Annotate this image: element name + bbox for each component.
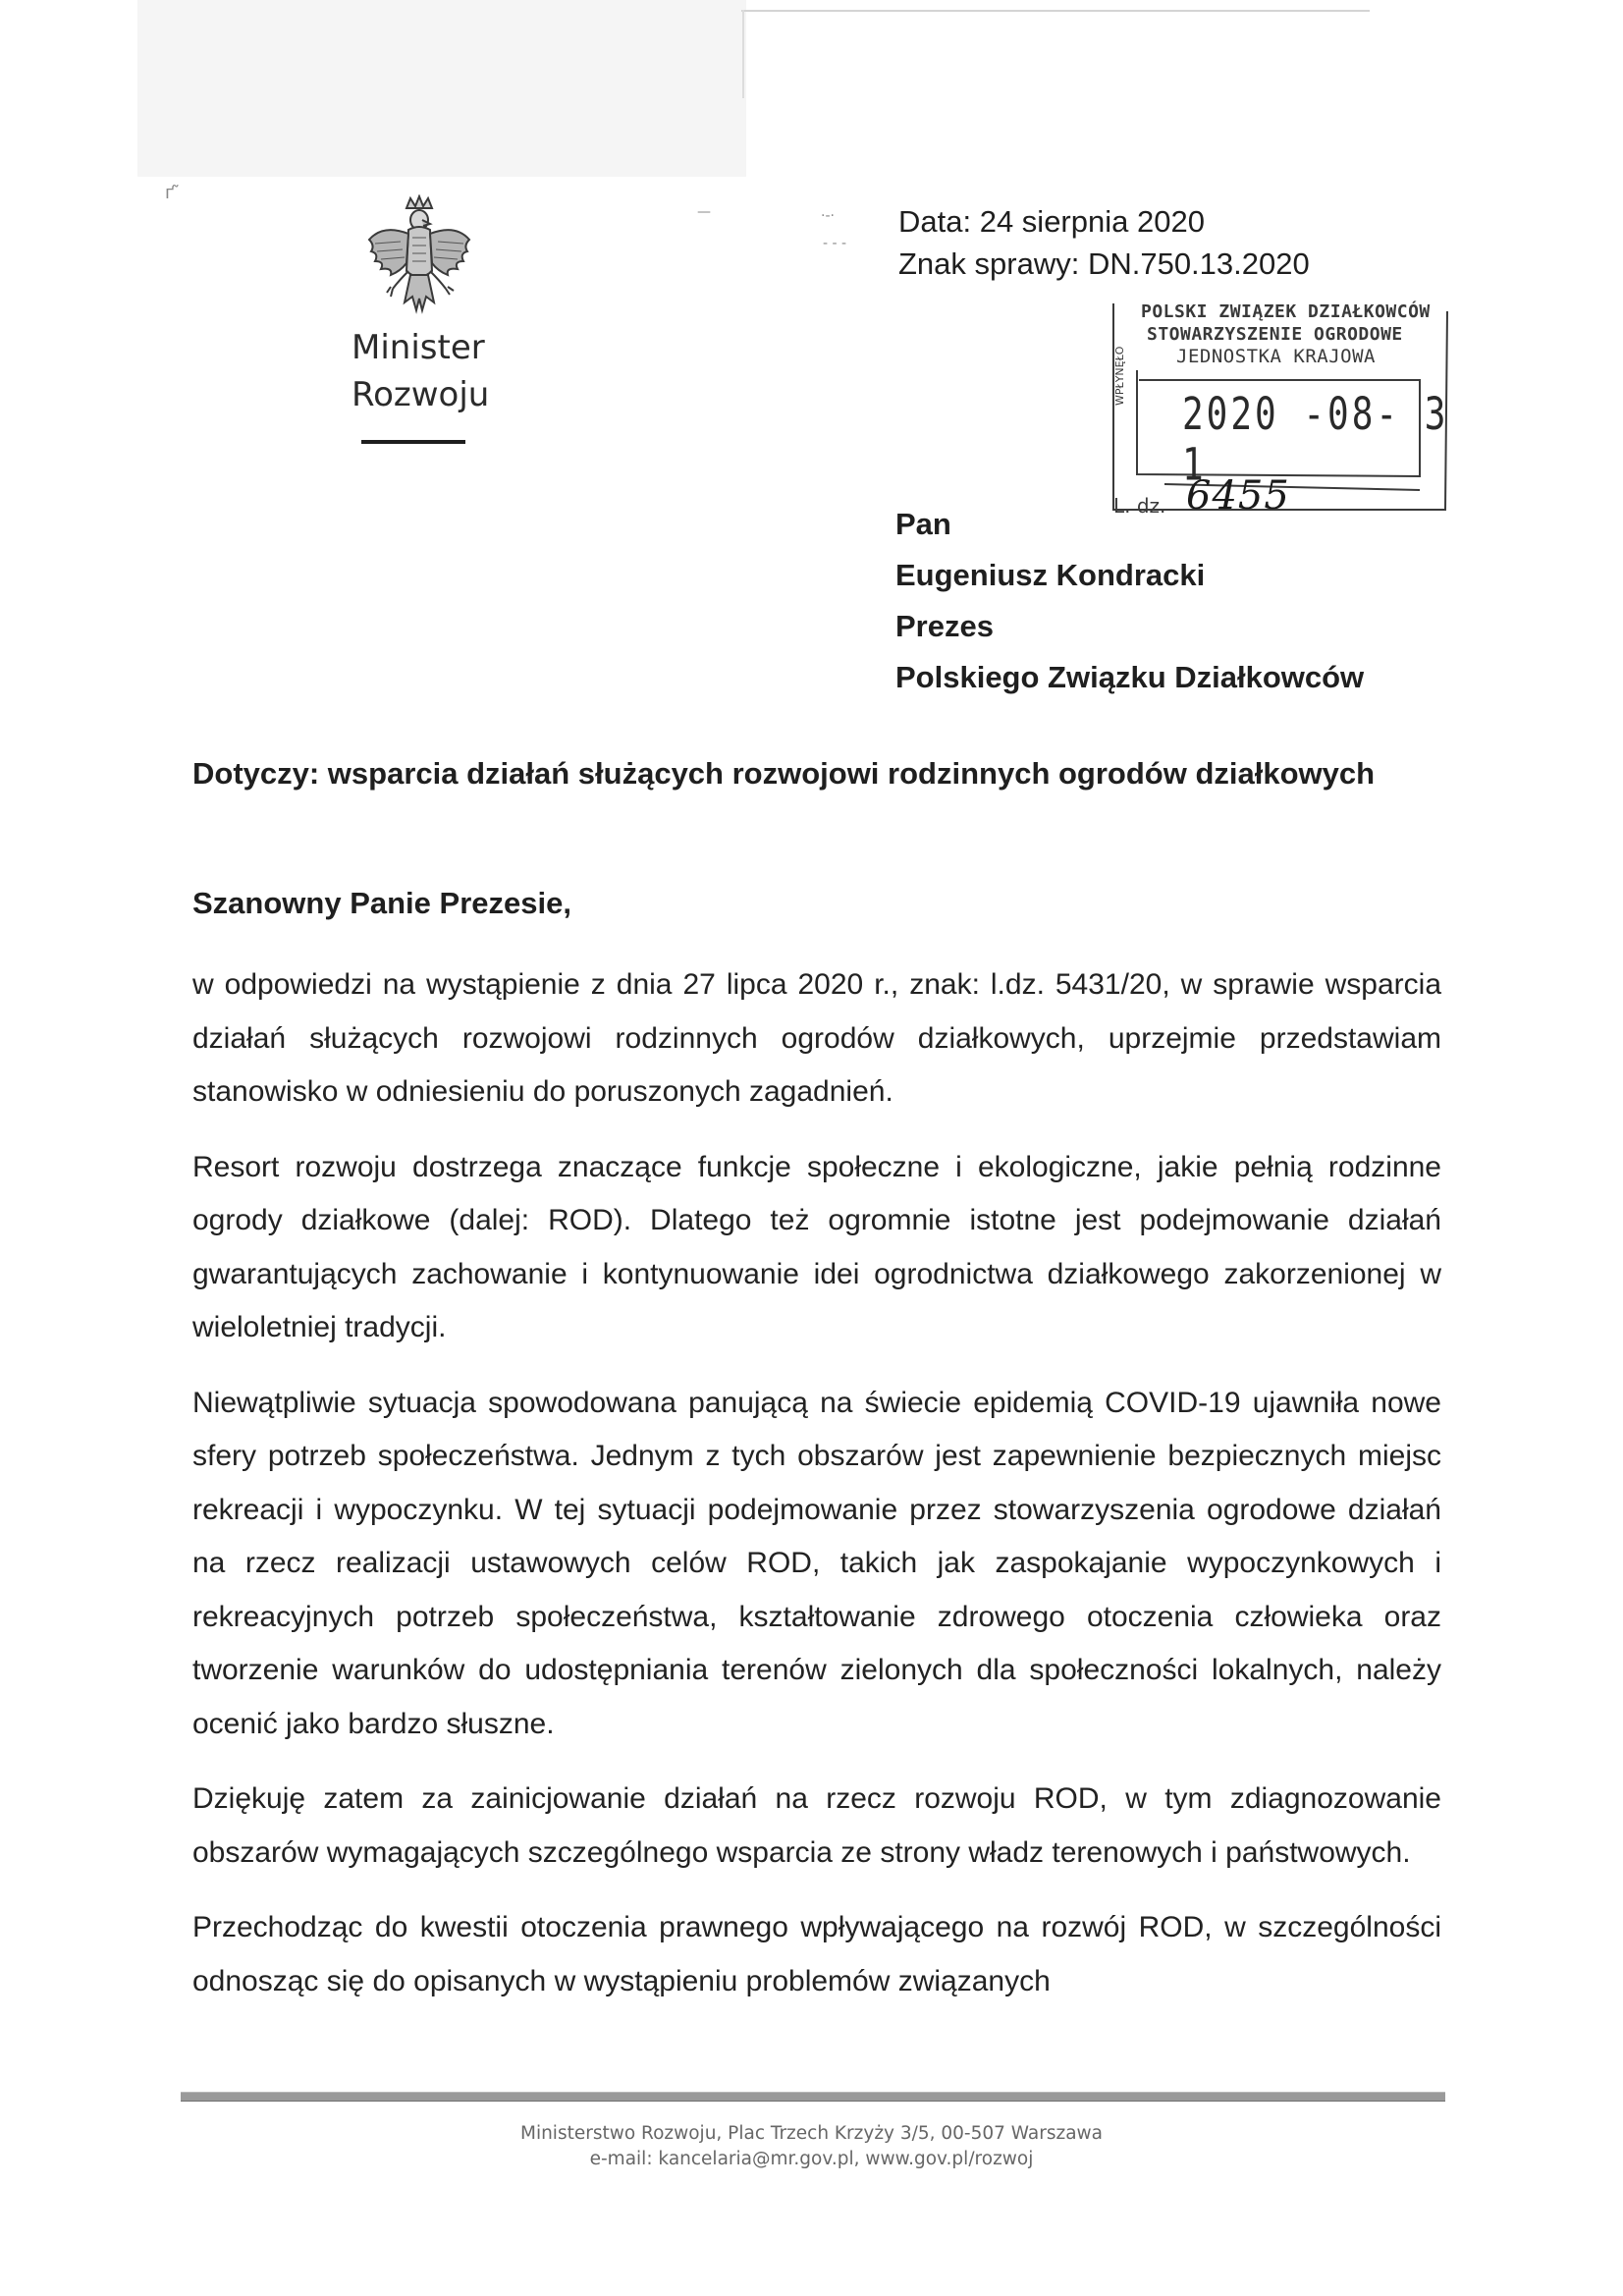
- letter-meta: [898, 200, 1310, 285]
- case-number: Znak sprawy: DN.750.13.2020: [898, 246, 1310, 281]
- scan-edge-line-vertical: [742, 10, 744, 98]
- ministry-name-line1: Minister: [352, 328, 485, 367]
- stamp-ldz-label: L. dz.: [1113, 494, 1166, 518]
- scan-mark: ·-·: [821, 208, 835, 224]
- body-paragraph: Niewątpliwie sytuacja spowodowana panującą na świecie epidemią COVID-19 ujawniła nowe sfery potrzeb społeczeństwa. Jednym z tych obszarów jest zapewnienie bezpiecznych miejsc rekreacji i wypoczynku. W tej sytuacji podejmowanie przez stowarzyszenia ogrodowe działań na rzecz realizacji ustawowych celów ROD, takich jak zaspokajanie wypoczynkowych i rekreacyjnych potrzeb społeczeństwa, kształtowanie zdrowego otoczenia człowieka oraz tworzenie warunków do udostępniania terenów zielonych dla społeczności lokalnych, należy ocenić jako bardzo słuszne.: [192, 1386, 1441, 1740]
- addressee-name: Eugeniusz Kondracki: [895, 558, 1206, 592]
- stamp-organization: POLSKI ZWIĄZEK DZIAŁKOWCÓW: [1141, 301, 1431, 322]
- footer-divider: [181, 2092, 1445, 2102]
- page-footer: [0, 2121, 1623, 2172]
- body-paragraph: Przechodząc do kwestii otoczenia prawnego wpływającego na rozwój ROD, w szczególności odnosząc się do opisanych w wystąpieniu problemów związanych: [192, 1911, 1441, 1997]
- addressee-title: Prezes: [895, 609, 994, 643]
- stamp-unit: JEDNOSTKA KRAJOWA: [1176, 346, 1376, 367]
- addressee-organization: Polskiego Związku Działkowców: [895, 660, 1365, 694]
- letter-subject: Dotyczy: wsparcia działań służących rozwojowi rodzinnych ogrodów działkowych: [192, 756, 1376, 791]
- ministry-name-line2: Rozwoju: [352, 375, 490, 414]
- scan-shadow: [137, 0, 746, 177]
- addressee-salutation: Pan: [895, 507, 951, 541]
- scan-mark: - - -: [823, 236, 847, 251]
- ministry-name: [352, 324, 489, 418]
- body-paragraph: Dziękuję zatem za zainicjowanie działań na rzecz rozwoju ROD, w tym zdiagnozowanie obszarów wymagających szczególnego wsparcia ze strony władz terenowych i państwowych.: [192, 1782, 1441, 1869]
- letter-greeting: Szanowny Panie Prezesie,: [192, 886, 571, 920]
- stamp-date: 2020 -08- 3 1: [1182, 390, 1449, 491]
- scan-mark: ґ ̃: [165, 183, 181, 203]
- scan-edge-line: [741, 10, 1370, 12]
- body-paragraph: w odpowiedzi na wystąpienie z dnia 27 lipca 2020 r., znak: l.dz. 5431/20, w sprawie wsparcia działań służących rozwojowi rodzinnych ogrodów działkowych, uprzejmie przedstawiam stanowisko w odniesieniu do poruszonych zagadnień.: [192, 968, 1441, 1108]
- stamp-ldz-number: 6455: [1186, 473, 1290, 519]
- letter-date: Data: 24 sierpnia 2020: [898, 204, 1205, 239]
- letterhead-divider: [361, 440, 465, 444]
- footer-contact: e-mail: kancelaria@mr.gov.pl, www.gov.pl/rozwoj: [589, 2149, 1034, 2169]
- footer-address: Ministerstwo Rozwoju, Plac Trzech Krzyży 3/5, 00-507 Warszawa: [519, 2123, 1104, 2144]
- body-paragraph: Resort rozwoju dostrzega znaczące funkcje społeczne i ekologiczne, jakie pełnią rodzinne ogrody działkowe (dalej: ROD). Dlatego też ogromnie istotne jest podejmowanie działań gwarantujących zachowanie i kontynuowanie idei ogrodnictwa działkowego zakorzenionej w wieloletniej tradycji.: [192, 1150, 1441, 1343]
- stamp-association: STOWARZYSZENIE OGRODOWE: [1147, 324, 1403, 345]
- letter-body: [192, 958, 1441, 2008]
- addressee-block: [895, 499, 1364, 703]
- scan-mark: —: [697, 204, 711, 220]
- stamp-received-label: WPŁYNĘŁO: [1113, 346, 1126, 406]
- polish-eagle-emblem-icon: [361, 194, 477, 322]
